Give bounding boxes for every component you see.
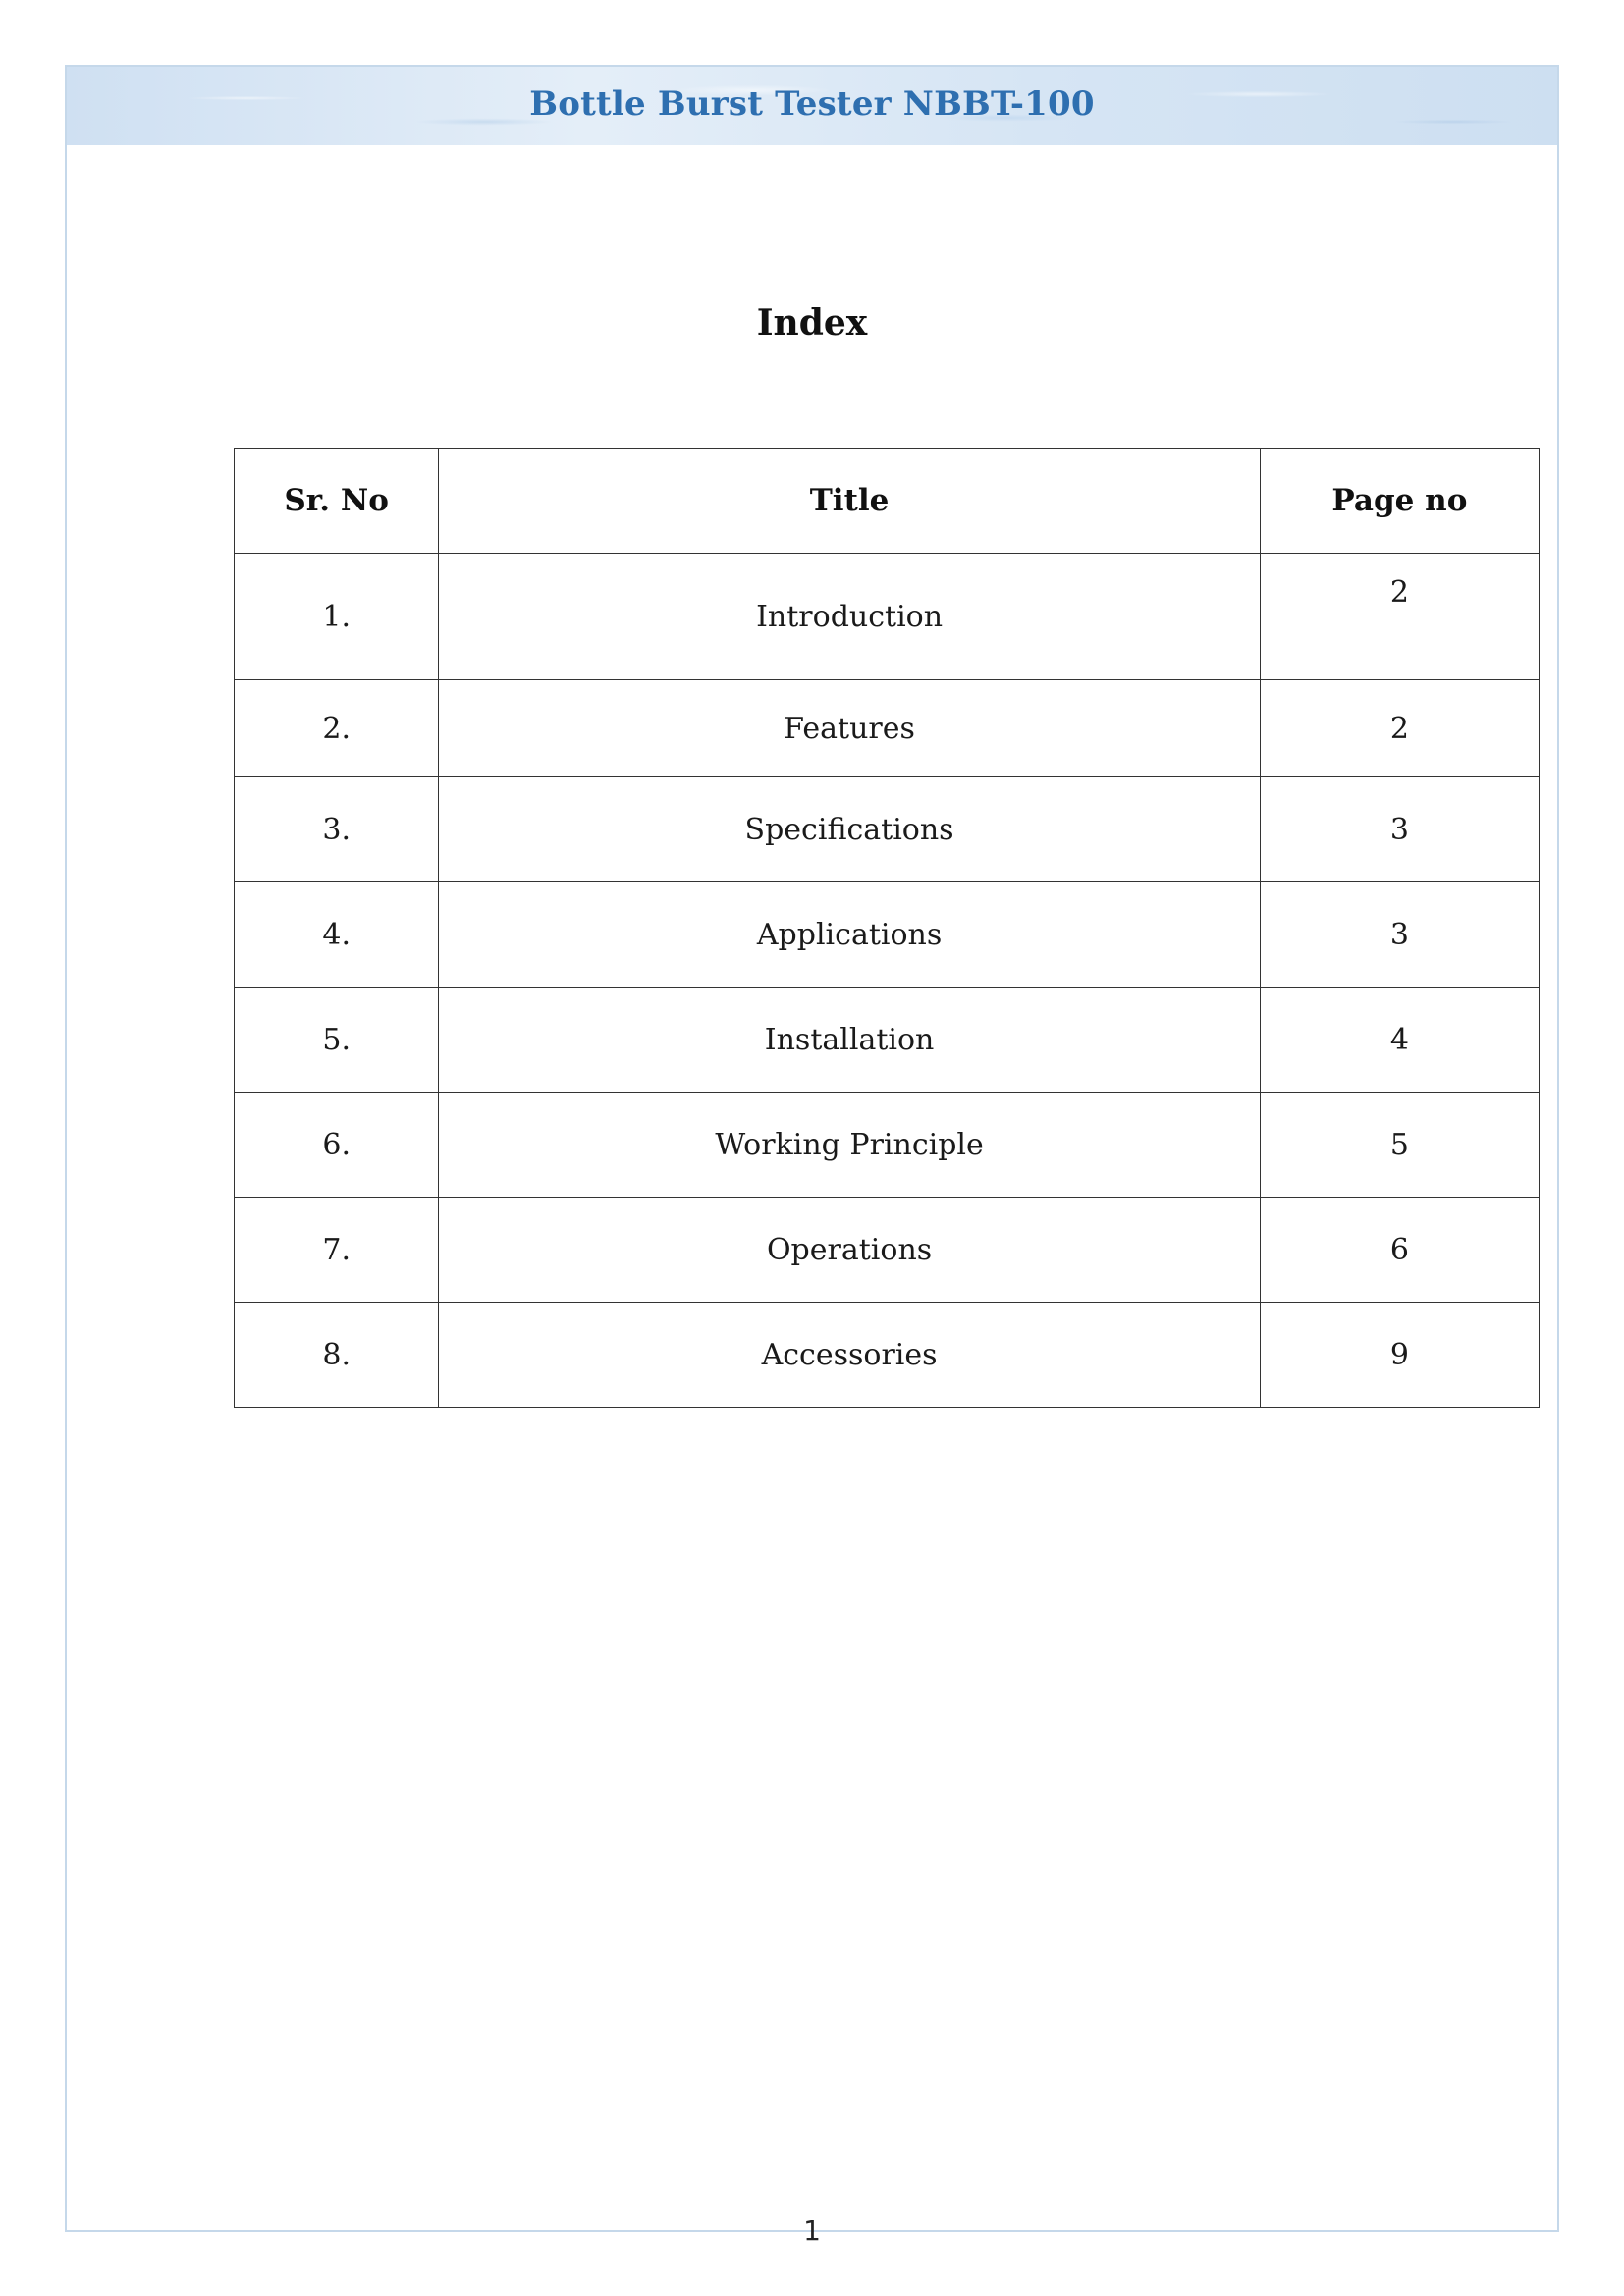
cell-title: Applications [439,882,1260,988]
table-row [235,777,1540,882]
cell-page-no: 9 [1260,1303,1539,1408]
table-row [235,680,1540,777]
table-row [235,988,1540,1093]
document-header-title: Bottle Burst Tester NBBT-100 [529,84,1095,124]
column-header-page-no: Page no [1260,449,1539,554]
cell-sr-no: 7. [235,1198,439,1303]
cell-page-no: 3 [1260,882,1539,988]
cell-page-no: 5 [1260,1093,1539,1198]
cell-page-no: 6 [1260,1198,1539,1303]
cell-page-no: 2 [1260,680,1539,777]
header-band [67,67,1557,145]
table-row [235,554,1540,680]
table-row [235,882,1540,988]
table-row [235,1093,1540,1198]
index-heading: Index [756,302,868,344]
cell-title: Accessories [439,1303,1260,1408]
cell-page-no: 3 [1260,777,1539,882]
index-table-header [235,449,1540,554]
cell-sr-no: 5. [235,988,439,1093]
cell-title: Introduction [439,554,1260,680]
cell-page-no: 4 [1260,988,1539,1093]
cell-title: Installation [439,988,1260,1093]
index-table [234,448,1540,1408]
column-header-sr-no: Sr. No [235,449,439,554]
cell-sr-no: 2. [235,680,439,777]
cell-page-no: 2 [1260,554,1539,680]
table-row [235,1303,1540,1408]
cell-sr-no: 6. [235,1093,439,1198]
cell-title: Specifications [439,777,1260,882]
cell-sr-no: 1. [235,554,439,680]
cell-sr-no: 8. [235,1303,439,1408]
cell-title: Features [439,680,1260,777]
index-table-body [235,554,1540,1408]
cell-title: Operations [439,1198,1260,1303]
column-header-title: Title [439,449,1260,554]
cell-sr-no: 3. [235,777,439,882]
header-row [235,449,1540,554]
cell-title: Working Principle [439,1093,1260,1198]
page-frame [65,65,1559,2247]
page-number: 1 [803,2215,821,2247]
cell-sr-no: 4. [235,882,439,988]
table-row [235,1198,1540,1303]
